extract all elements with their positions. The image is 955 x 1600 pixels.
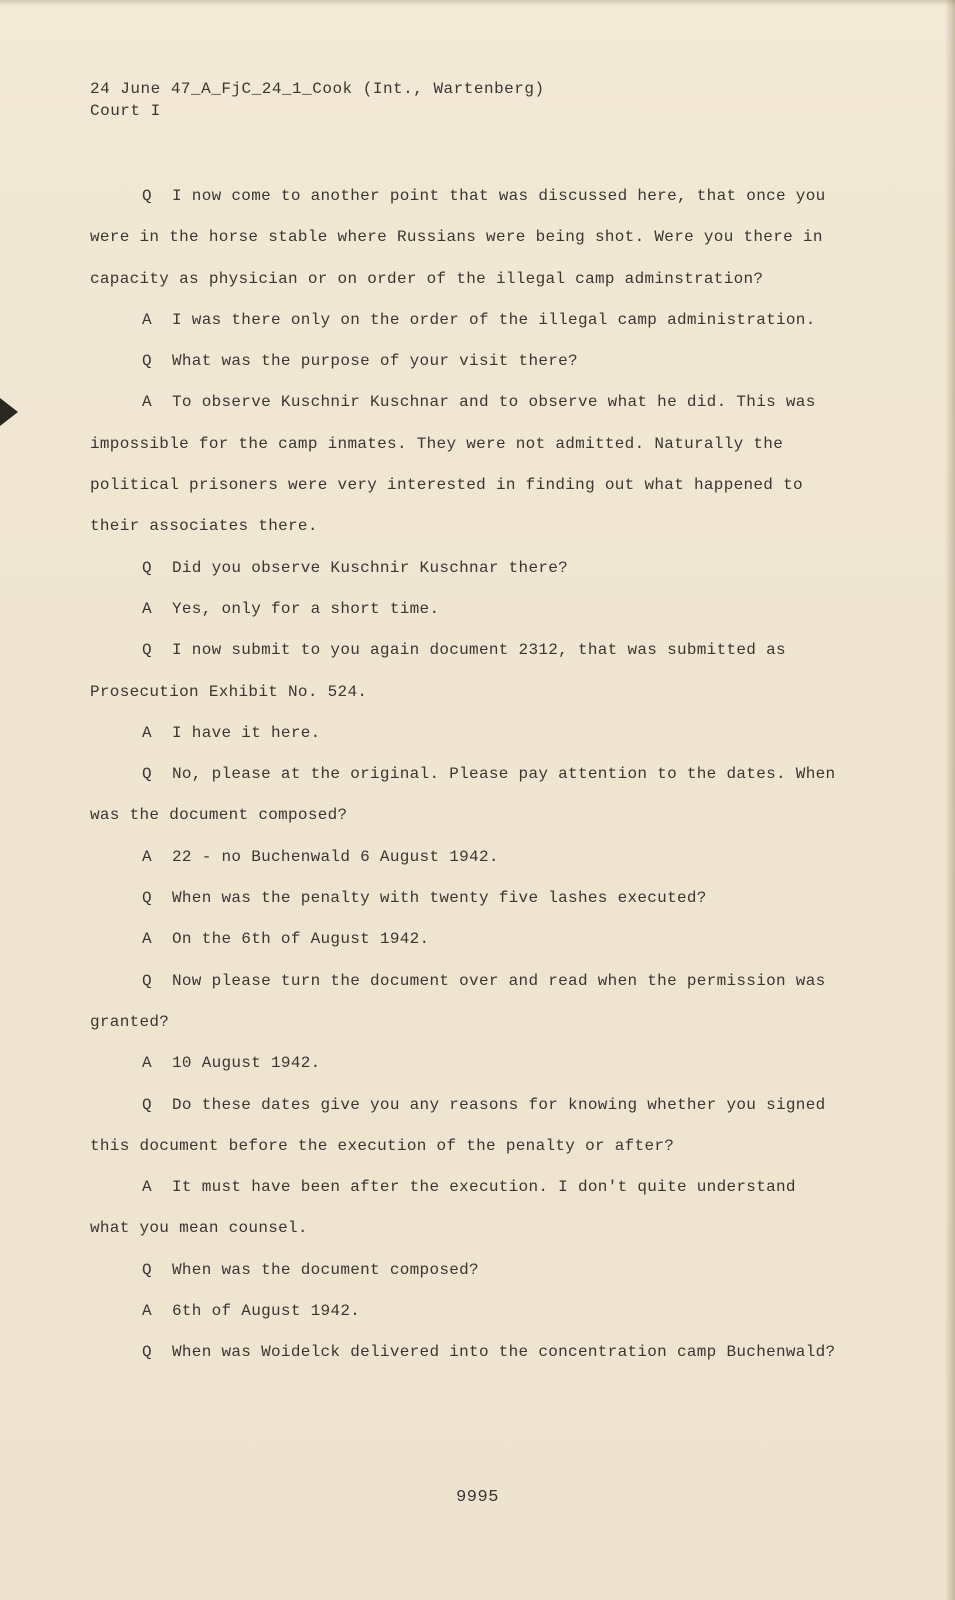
speaker-label: Q <box>142 1343 152 1362</box>
speaker-label: A <box>142 930 152 949</box>
paragraph-text: Now please turn the document over and read when the permission was granted? <box>90 971 826 1031</box>
speaker-label: Q <box>142 641 152 660</box>
transcript-paragraph <box>90 919 840 960</box>
header-court-line: Court I <box>90 102 161 120</box>
transcript-paragraph <box>90 382 840 547</box>
transcript-paragraph <box>90 754 840 837</box>
header-reference-line: 24 June 47_A_FjC_24_1_Cook (Int., Wartenberg) <box>90 80 545 98</box>
page-number: 9995 <box>456 1488 499 1507</box>
transcript-paragraph <box>90 1167 840 1250</box>
paragraph-text: When was the document composed? <box>172 1260 479 1279</box>
speaker-label: Q <box>142 889 152 908</box>
paragraph-text: 22 - no Buchenwald 6 August 1942. <box>172 847 499 866</box>
transcript-paragraph <box>90 713 840 754</box>
paragraph-text: Do these dates give you any reasons for knowing whether you signed this document before the execution of the penalty or after? <box>90 1095 826 1155</box>
paragraph-text: When was Woidelck delivered into the concentration camp Buchenwald? <box>172 1343 836 1362</box>
document-header <box>90 78 545 122</box>
transcript-paragraph <box>90 1085 840 1168</box>
transcript-paragraph <box>90 300 840 341</box>
speaker-label: A <box>142 599 152 618</box>
paragraph-text: I now come to another point that was discussed here, that once you were in the horse stable where Russians were being shot. Were you there in capacity as physician or on order of the illegal camp adminstration? <box>90 187 826 288</box>
transcript-paragraph <box>90 878 840 919</box>
paragraph-text: Did you observe Kuschnir Kuschnar there? <box>172 558 569 577</box>
paragraph-text: To observe Kuschnir Kuschnar and to observe what he did. This was impossible for the camp inmates. They were not admitted. Naturally the political prisoners were very interested in finding out what happened to their associates there. <box>90 393 816 536</box>
paragraph-text: I was there only on the order of the illegal camp administration. <box>172 310 816 329</box>
speaker-label: A <box>142 1178 152 1197</box>
speaker-label: Q <box>142 187 152 205</box>
paragraph-text: I have it here. <box>172 723 321 742</box>
paragraph-text: It must have been after the execution. I don't quite understand what you mean counsel. <box>90 1178 796 1238</box>
transcript-paragraph <box>90 1291 840 1332</box>
speaker-label: Q <box>142 1260 152 1279</box>
binder-clip-mark <box>0 398 18 426</box>
paragraph-text: I now submit to you again document 2312, that was submitted as Prosecution Exhibit No. 524. <box>90 641 786 701</box>
speaker-label: A <box>142 1302 152 1321</box>
paragraph-text: When was the penalty with twenty five lashes executed? <box>172 889 707 908</box>
paragraph-text: No, please at the original. Please pay attention to the dates. When was the document composed? <box>90 765 836 825</box>
paragraph-text: 6th of August 1942. <box>172 1302 361 1321</box>
speaker-label: Q <box>142 558 152 577</box>
speaker-label: Q <box>142 765 152 784</box>
paragraph-text: What was the purpose of your visit there? <box>172 352 578 371</box>
speaker-label: A <box>142 1054 152 1073</box>
speaker-label: Q <box>142 352 152 371</box>
transcript-paragraph <box>90 341 840 382</box>
page-right-shadow <box>945 0 955 1600</box>
paragraph-text: On the 6th of August 1942. <box>172 930 430 949</box>
page-top-shadow <box>0 0 955 6</box>
transcript-body <box>90 176 840 1374</box>
speaker-label: A <box>142 310 152 329</box>
speaker-label: Q <box>142 971 152 990</box>
speaker-label: A <box>142 847 152 866</box>
transcript-paragraph <box>90 589 840 630</box>
speaker-label: Q <box>142 1095 152 1114</box>
transcript-paragraph <box>90 961 840 1044</box>
speaker-label: A <box>142 723 152 742</box>
paragraph-text: 10 August 1942. <box>172 1054 321 1073</box>
transcript-paragraph <box>90 837 840 878</box>
transcript-paragraph <box>90 630 840 713</box>
transcript-paragraph <box>90 1043 840 1084</box>
transcript-paragraph <box>90 1332 840 1373</box>
transcript-paragraph <box>90 176 840 300</box>
speaker-label: A <box>142 393 152 412</box>
transcript-paragraph <box>90 548 840 589</box>
paragraph-text: Yes, only for a short time. <box>172 599 440 618</box>
transcript-paragraph <box>90 1250 840 1291</box>
